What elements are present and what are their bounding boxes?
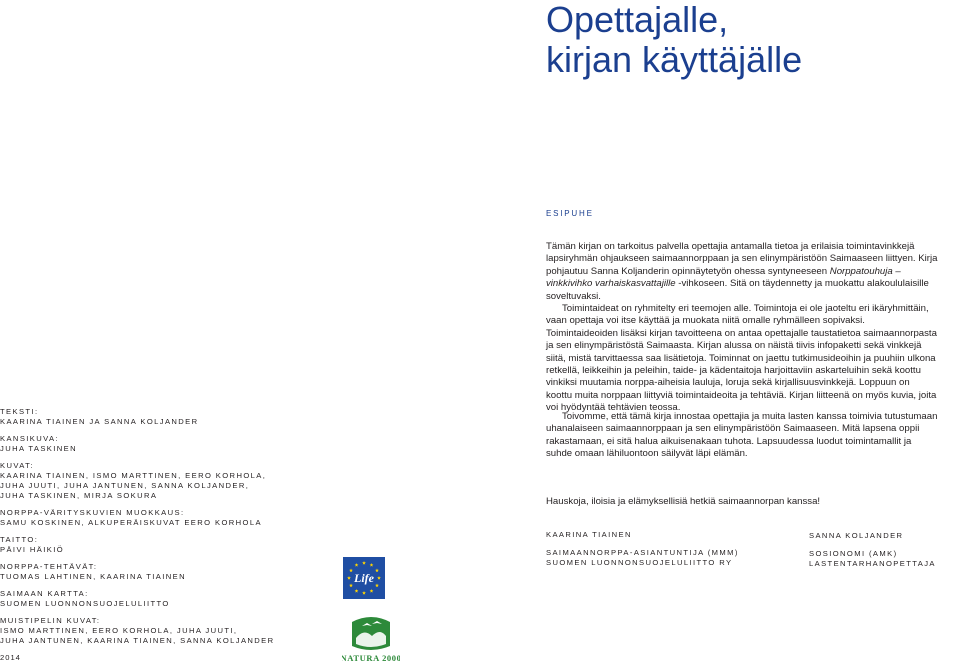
- credit-value: PÄIVI HÄIKIÖ: [0, 545, 65, 554]
- credit-value: SAMU KOSKINEN, ALKUPERÄISKUVAT EERO KORHOLA: [0, 518, 262, 527]
- credit-muistipeli: [0, 616, 300, 646]
- publication-year: 2014: [0, 653, 21, 662]
- page-title-line-2: kirjan käyttäjälle: [546, 39, 803, 80]
- eu-life-logo: [343, 557, 385, 599]
- credit-value: ISMO MARTTINEN, EERO KORHOLA, JUHA JUUTI,: [0, 626, 238, 635]
- signature-sanna: [809, 531, 936, 569]
- paragraph-2-text: Toimintaideat on ryhmitelty eri teemojen alle. Toimintoja ei ole jaoteltu eri ikäryhmittäin, vaan opettaja voi itse käyttää ja muokata niitä omalle ryhmälleen sopivaksi. Toimintaideoiden lisäksi kirjan tavoitteena on antaa opettajalle taustatietoa saimaannorpasta ja sen elinympäristöstä Saimaasta. Kirjan alussa on näistä tiivis infopaketti sekä vinkkejä siitä, mistä tarvittaessa saa lisätietoja. Toiminnat on jaettu tutkimusideoihin ja puuhiin ulkona retkellä, leikkeihin ja peleihin, taide- ja kädentaitoja harjoittaviin askarteluihin sekä koottu vinkiksi muutamia norppa-aiheisia lauluja, loruja sekä kirjallisuusvinkkejä. Loppuun on koottu muita norppaan liittyviä toimintaideoita ja tehtäviä. Kirjan liitteenä on myös kuvia, joita voi hyödyntää tehtävien teossa.: [546, 303, 937, 414]
- page-title: [546, 0, 946, 80]
- credit-value: JUHA JUUTI, JUHA JANTUNEN, SANNA KOLJANDER,: [0, 481, 250, 490]
- credit-value: KAARINA TIAINEN JA SANNA KOLJANDER: [0, 417, 199, 426]
- preface-paragraph-1: [546, 241, 938, 303]
- paragraph-3-text: Toivomme, että tämä kirja innostaa opettajia ja muita lasten kanssa toimivia tutustumaan uhanalaiseen saimaannorppaan ja sen elinympäristöön Saimaaseen. Mitä lapsena oppii rakastamaan, ei sitä halua aikuisenakaan tuhota. Lapsuudessa luodut toimintamallit ja suhde omaan lähiluontoon säilyvät läpi elämän.: [546, 411, 938, 460]
- credit-value: JUHA JANTUNEN, KAARINA TIAINEN, SANNA KOLJANDER: [0, 636, 275, 645]
- credit-value: KAARINA TIAINEN, ISMO MARTTINEN, EERO KORHOLA,: [0, 471, 267, 480]
- paragraph-1-italic-title: Norppatouhuja – vinkkivihko varhaiskasvattajille: [546, 265, 901, 290]
- credit-norppa-varityskuvat: [0, 508, 300, 528]
- credit-value: JUHA TASKINEN: [0, 444, 77, 453]
- signature-role-2: SUOMEN LUONNONSUOJELULIITTO RY: [546, 558, 733, 567]
- credit-norppa-tehtavat: [0, 562, 300, 582]
- eu-life-logo-graphic: [343, 557, 385, 599]
- signature-name: SANNA KOLJANDER: [809, 531, 904, 540]
- credit-label: KUVAT:: [0, 461, 34, 470]
- paragraph-1-text-start: Tämän kirjan on tarkoitus palvella opettajia antamalla tietoa ja erilaisia toimintavinkkejä lapsiryhmän ohjaukseen saimaannorppaan ja sen elinympäristöön Saimaaseen liittyen. Kirja pohjautuu Sanna Koljanderin opinnäytetyön ohessa syntyneeseen: [546, 241, 938, 277]
- credit-label: NORPPA-VÄRITYSKUVIEN MUOKKAUS:: [0, 508, 185, 517]
- credit-label: TEKSTI:: [0, 407, 39, 416]
- credit-kansikuva: [0, 434, 300, 454]
- credit-taitto: [0, 535, 300, 555]
- credit-label: MUISTIPELIN KUVAT:: [0, 616, 101, 625]
- natura-logo-text: NATURA 2000: [342, 653, 400, 663]
- page-title-line-1: Opettajalle,: [546, 0, 729, 40]
- paragraph-4-text: Hauskoja, iloisia ja elämyksellisiä hetkiä saimaannorpan kanssa!: [546, 496, 821, 507]
- credit-value: SUOMEN LUONNONSUOJELULIITTO: [0, 599, 170, 608]
- credit-kuvat: [0, 461, 300, 501]
- signature-role-1: SAIMAANNORPPA-ASIANTUNTIJA (MMM): [546, 548, 739, 557]
- credit-label: KANSIKUVA:: [0, 434, 60, 443]
- credit-value: JUHA TASKINEN, MIRJA SOKURA: [0, 491, 158, 500]
- section-label: ESIPUHE: [546, 209, 594, 218]
- natura-2000-logo-graphic: [342, 614, 400, 664]
- natura-2000-logo: [342, 614, 400, 664]
- preface-paragraph-3: [546, 411, 938, 461]
- signature-role-2: LASTENTARHANOPETTAJA: [809, 559, 936, 568]
- signature-kaarina: [546, 530, 739, 568]
- credit-label: SAIMAAN KARTTA:: [0, 589, 89, 598]
- preface-paragraph-2: [546, 303, 938, 415]
- preface-paragraph-4: [546, 496, 938, 508]
- credit-label: NORPPA-TEHTÄVÄT:: [0, 562, 98, 571]
- signature-role-1: SOSIONOMI (AMK): [809, 549, 898, 558]
- credit-teksti: [0, 407, 300, 427]
- credit-value: TUOMAS LAHTINEN, KAARINA TIAINEN: [0, 572, 187, 581]
- signature-name: KAARINA TIAINEN: [546, 530, 632, 539]
- credit-label: TAITTO:: [0, 535, 39, 544]
- credits-block: [0, 407, 300, 663]
- life-logo-text: Life: [354, 571, 374, 585]
- credit-saimaan-kartta: [0, 589, 300, 609]
- paragraph-1-text-end: -vihkoseen. Sitä on täydennetty ja muokattu alakoululaisille soveltuvaksi.: [546, 278, 929, 302]
